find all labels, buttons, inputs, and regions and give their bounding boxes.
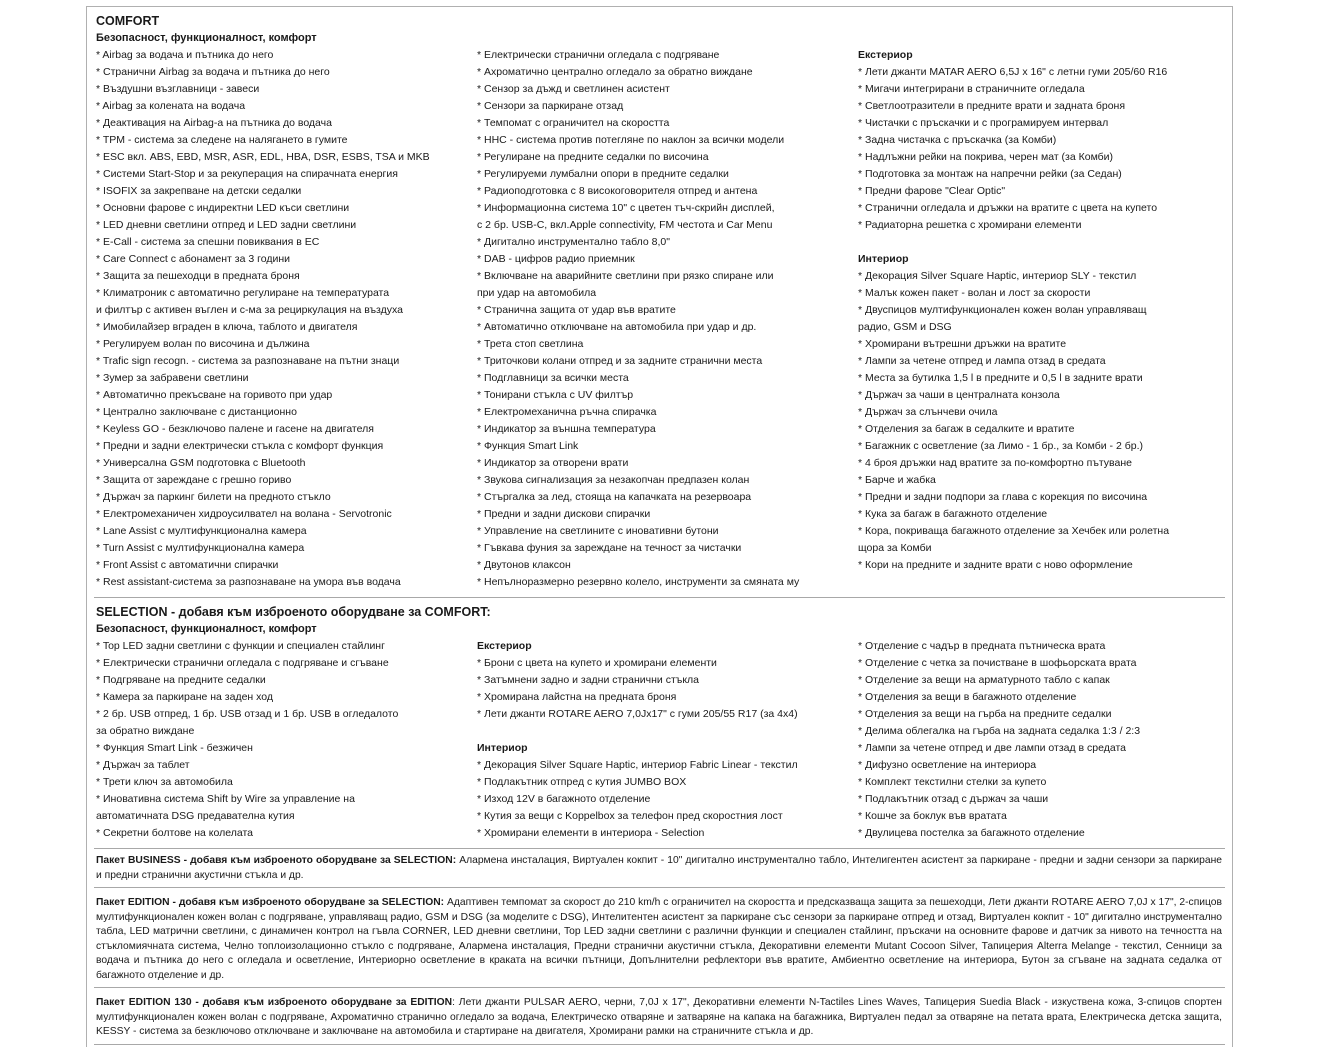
list-item: с 2 бр. USB-C, вкл.Apple connectivity, FM честота и Car Menu (477, 219, 773, 231)
list-item: * Подгряване на предните седалки (96, 674, 266, 686)
list-item: * Защита от зареждане с грешно гориво (96, 474, 292, 486)
selection-section (96, 604, 1224, 839)
list-item: * ISOFIX за закрепване на детски седалки (96, 185, 302, 197)
list-item: * 2 бр. USB отпред, 1 бр. USB отзад и 1 бр. USB в огледалото (96, 708, 399, 720)
list-item: * Странични огледала и дръжки на вратите с цвета на купето (858, 202, 1158, 214)
list-item: * Автоматично прекъсване на горивото при удар (96, 389, 333, 401)
divider (94, 848, 1225, 849)
list-item: * Странична защита от удар във вратите (477, 304, 676, 316)
list-item: * Двуспицов мултифункционален кожен волан управляващ (858, 304, 1147, 316)
comfort-title: COMFORT (96, 14, 160, 28)
list-item: * Малък кожен пакет - волан и лост за скорости (858, 287, 1091, 299)
list-item: * Хромирани вътрешни дръжки на вратите (858, 338, 1067, 350)
list-item: * Странични Airbag за водача и пътника до него (96, 66, 330, 78)
list-item: * Държач за слънчеви очила (858, 406, 998, 418)
list-item: * Ахроматично централно огледало за обратно виждане (477, 66, 753, 78)
list-item: * Подлакътник отзад с държач за чаши (858, 793, 1049, 805)
list-item: * Регулируем волан по височина и дължина (96, 338, 310, 350)
list-item: * Секретни болтове на колелата (96, 827, 253, 839)
list-item: * Предни фарове "Clear Optic" (858, 185, 1006, 197)
list-item: * Лети джанти ROTARE AERO 7,0Jx17" с гуми 205/55 R17 (за 4x4) (477, 708, 798, 720)
list-item: * Багажник с осветление (за Лимо - 1 бр., за Комби - 2 бр.) (858, 440, 1143, 452)
list-item: * Непълноразмерно резервно колело, инструменти за смяната му (477, 576, 800, 588)
list-item: * Регулируеми лумбални опори в предните седалки (477, 168, 729, 180)
list-item: * Камера за паркиране на заден ход (96, 691, 274, 703)
list-item: * Дигитално инструментално табло 8,0" (477, 236, 670, 248)
selection-exterior-heading: Екстериор (477, 640, 532, 652)
list-item: * Кора, покриваща багажното отделение за Хечбек или ролетна (858, 525, 1170, 537)
list-item: * Отделения за вещи на гърба на предните седалки (858, 708, 1112, 720)
list-item: * Подлакътник отпред с кутия JUMBO BOX (477, 776, 687, 788)
list-item: * Подготовка за монтаж на напречни рейки (за Седан) (858, 168, 1122, 180)
list-item: * Подглавници за всички места (477, 372, 629, 384)
list-item: * Лети джанти MATAR AERO 6,5J x 16" с летни гуми 205/60 R16 (858, 66, 1168, 78)
list-item: * Отделение за вещи на арматурното табло с капак (858, 674, 1110, 686)
package-text: : Лети джанти PULSAR AERO, черни, 7,0J x 17", Декоративни елементи N-Tactiles Lines Waves, Тапицерия Suedia Black - изкуствена кожа, 3-спицов спортен мултифункционален кожен волан с подгряване, Ахроматично странично огледало за водача, Електрическо отваряне и затваряне на капака на багажника, Виртуален педал за отваряне на петата врата, Електрическа детска защита, KESSY - система за безключово отключване и заключване на автомобила и стартиране на двигателя, Хромирани рамки на страничните стъкла и др. (96, 997, 1222, 1037)
comfort-interior-list (858, 268, 1224, 574)
list-item: * Тонирани стъкла с UV филтър (477, 389, 634, 401)
list-item: * Имобилайзер вграден в ключа, таблото и двигателя (96, 321, 358, 333)
selection-interior-heading: Интериор (477, 742, 528, 754)
selection-title: SELECTION - добавя към изброеното оборудване за COMFORT: (96, 605, 491, 619)
list-item: * Радиаторна решетка с хромирани елементи (858, 219, 1082, 231)
list-item: * 4 броя дръжки над вратите за по-комфортно пътуване (858, 457, 1132, 469)
list-item: * HHC - система против потегляне по наклон за всички модели (477, 134, 785, 146)
comfort-col-2 (477, 47, 852, 591)
list-item: * Airbag за колената на водача (96, 100, 246, 112)
list-item: и филтър с активен въглен и с-ма за рециркулация на въздуха (96, 304, 403, 316)
list-item: * Trafic sign recogn. - система за разпознаване на пътни знаци (96, 355, 400, 367)
list-item: * ESC вкл. ABS, EBD, MSR, ASR, EDL, HBA, DSR, ESBS, TSA и MKB (96, 151, 430, 163)
list-item: * Климатроник с автоматично регулиране на температурата (96, 287, 390, 299)
list-item: * Хромирани елементи в интериора - Selection (477, 827, 705, 839)
list-item: * Кука за багаж в багажното отделение (858, 508, 1048, 520)
list-item: * Стъргалка за лед, стояща на капачката на резервоара (477, 491, 752, 503)
list-item: * Предни и задни дискови спирачки (477, 508, 651, 520)
list-item: * Лампи за четене отпред и две лампи отзад в средата (858, 742, 1126, 754)
list-item: * Мигачи интегрирани в страничните огледала (858, 83, 1085, 95)
comfort-interior-heading: Интериор (858, 253, 909, 265)
package-edition-130 (96, 996, 1222, 1040)
list-item: * Декорация Silver Square Haptic, интериор SLY - текстил (858, 270, 1137, 282)
selection-interior-list (477, 757, 852, 842)
list-item: * Въздушни възглавници - завеси (96, 83, 260, 95)
list-item: * Гъвкава фуния за зареждане на течност за чистачки (477, 542, 742, 554)
list-item: * Защита за пешеходци в предната броня (96, 270, 300, 282)
divider (94, 887, 1225, 888)
list-item: * Автоматично отключване на автомобила при удар и др. (477, 321, 757, 333)
list-item: * Барче и жабка (858, 474, 936, 486)
list-item: * Иновативна система Shift by Wire за управление на (96, 793, 355, 805)
list-item: * Затъмнени задно и задни странични стъкла (477, 674, 699, 686)
list-item: * Индикатор за отворени врати (477, 457, 629, 469)
list-item: * Хромирана лайстна на предната броня (477, 691, 677, 703)
selection-col-1 (96, 638, 471, 842)
divider (94, 1044, 1225, 1045)
comfort-col-1 (96, 47, 471, 591)
list-item: * Държач за чаши в централната конзола (858, 389, 1060, 401)
list-item: * Държач за таблет (96, 759, 190, 771)
list-item: * Държач за паркинг билети на предното стъкло (96, 491, 331, 503)
list-item: * Сензор за дъжд и светлинен асистент (477, 83, 670, 95)
selection-col-3 (858, 638, 1224, 842)
divider (94, 987, 1225, 988)
list-item: * Трети ключ за автомобила (96, 776, 233, 788)
selection-exterior-list (477, 655, 852, 723)
list-item: * Надлъжни рейки на покрива, черен мат (за Комби) (858, 151, 1114, 163)
list-item: * Радиоподготовка с 8 високоговорителя отпред и антена (477, 185, 758, 197)
list-item: * Отделения за вещи в багажното отделение (858, 691, 1077, 703)
package-text: Адаптивен темпомат за скорост до 210 km/h с ограничител на скоростта и предсказваща защита за пешеходци, Лети джанти ROTARE AERO 7,0J x 17", 2-спицов мултифункционален кожен волан с подгряване, управляващ радио, GSM и DSG (за моделите с DSG), Интелитентен асистент за паркиране със сензори за паркиране отпред и отзад, Виртуален кокпит - 10" дигитално инструментално табла, LED матрични светлини, с динамичен контрол на гъвла CORNER, LED дневни светлини, Top LED задни светлини с различни функции и специален стайлинг, пръскачи на основните фарове и датчик за нивото на течността на стъкломиячната система, Челно топлоизолационно стъкло с подгряване, Алармена инсталация, Предни странични акустични стъкла, Декоративни елементи Mutant Cocoon Silver, Тапицерия Alterra Melange - текстил, Сенници за водача и пътника до него с огледала и осветление, Интериорно осветление в краката на всички пътници, Допълнителни рефлектори във вратите, Амбиентно осветление на интериора, Бутон за сгъване на задната седалка от багажното отделение и др. (96, 897, 1222, 981)
package-text: Алармена инсталация, Виртуален кокпит - 10" дигитално инструментално табло, Интелигентен асистент за паркиране - предни и задни сензори за паркиране и предни странични акустични стъкла и др. (96, 855, 1222, 881)
comfort-col-3 (858, 47, 1224, 574)
list-item: * Предни и задни електрически стъкла с комфорт функция (96, 440, 384, 452)
list-item: * Предни и задни подпори за глава с корекция по височина (858, 491, 1148, 503)
list-item: * Rest assistant-система за разпознаване на умора във водача (96, 576, 401, 588)
divider (94, 597, 1225, 598)
list-item: * Триточкови колани отпред и за задните странични места (477, 355, 763, 367)
list-item: * Основни фарове с индиректни LED къси светлини (96, 202, 350, 214)
list-item: автоматичната DSG предавателна кутия (96, 810, 295, 822)
package-edition (96, 896, 1222, 983)
comfort-exterior-heading: Екстериор (858, 49, 913, 61)
list-item: * Двутонов клаксон (477, 559, 571, 571)
list-item: * Системи Start-Stop и за рекуперация на спирачната енергия (96, 168, 398, 180)
list-item: * Регулиране на предните седалки по височина (477, 151, 709, 163)
list-item: * Дифузно осветление на интериора (858, 759, 1037, 771)
list-item: * Задна чистачка с пръскачка (за Комби) (858, 134, 1057, 146)
selection-col-2 (477, 638, 852, 842)
list-item: * Трета стоп светлина (477, 338, 584, 350)
list-item: * TPM - система за следене на налягането в гумите (96, 134, 348, 146)
list-item: * Лампи за четене отпред и лампа отзад в средата (858, 355, 1106, 367)
list-item: * Универсална GSM подготовка с Bluetooth (96, 457, 306, 469)
comfort-exterior-list (858, 64, 1224, 234)
list-item: * Светлоотразители в предните врати и задната броня (858, 100, 1126, 112)
list-item: при удар на автомобила (477, 287, 597, 299)
list-item: * Lane Assist с мултифункционална камера (96, 525, 307, 537)
list-item: * Електрически странични огледала с подгряване (477, 49, 720, 61)
comfort-section (96, 13, 1224, 588)
list-item: * Звукова сигнализация за незакопчан предпазен колан (477, 474, 750, 486)
list-item: * DAB - цифров радио приемник (477, 253, 635, 265)
list-item: * Функция Smart Link (477, 440, 579, 452)
package-title: Пакет BUSINESS - добавя към изброеното оборудване за SELECTION: (96, 855, 457, 866)
list-item: * Отделение с чадър в предната пътническа врата (858, 640, 1106, 652)
comfort-subtitle: Безопасност, функционалност, комфорт (96, 32, 317, 44)
list-item: * Чистачки с пръскачки и с програмируем интервал (858, 117, 1109, 129)
list-item: * Централно заключване с дистанционно (96, 406, 297, 418)
list-item: * Места за бутилка 1,5 l в предните и 0,5 l в задните врати (858, 372, 1143, 384)
list-item: за обратно виждане (96, 725, 195, 737)
list-item: * Информационна система 10" с цветен тъч-скрийн дисплей, (477, 202, 775, 214)
list-item: * Електромеханична ръчна спирачка (477, 406, 657, 418)
list-item: * Кутия за вещи с Koppelbox за телефон пред скоростния лост (477, 810, 783, 822)
package-title: Пакет EDITION 130 - добавя към изброеното оборудване за EDITION (96, 997, 453, 1008)
list-item: * Брони с цвета на купето и хромирани елементи (477, 657, 717, 669)
list-item: * Включване на аварийните светлини при рязко спиране или (477, 270, 774, 282)
list-item: * Turn Assist с мултифункционална камера (96, 542, 305, 554)
list-item: * Top LED задни светлини с функции и специален стайлинг (96, 640, 385, 652)
package-business (96, 854, 1222, 883)
list-item: * Keyless GO - безключово палене и гасене на двигателя (96, 423, 374, 435)
list-item: * Електромеханичен хидроусилвател на волана - Servotronic (96, 508, 392, 520)
list-item: * LED дневни светлини отпред и LED задни светлини (96, 219, 357, 231)
list-item: * Airbag за водача и пътника до него (96, 49, 274, 61)
list-item: * Отделение с четка за почистване в шофьорската врата (858, 657, 1137, 669)
list-item: * Кошче за боклук във вратата (858, 810, 1007, 822)
list-item: * Кори на предните и задните врати с ново оформление (858, 559, 1133, 571)
list-item: * Деактивация на Airbag-a на пътника до водача (96, 117, 332, 129)
list-item: * Темпомат с ограничител на скоростта (477, 117, 670, 129)
list-item: * Front Assist с автоматични спирачки (96, 559, 279, 571)
list-item: * Индикатор за външна температура (477, 423, 656, 435)
list-item: * Двулицева постелка за багажното отделение (858, 827, 1085, 839)
list-item: * Електрически странични огледала с подгряване и сгъване (96, 657, 389, 669)
list-item: радио, GSM и DSG (858, 321, 952, 333)
list-item: * Декорация Silver Square Haptic, интериор Fabric Linear - текстил (477, 759, 798, 771)
list-item: * E-Call - система за спешни повиквания в ЕС (96, 236, 320, 248)
list-item: * Care Connect с абонамент за 3 години (96, 253, 290, 265)
list-item: * Делима облегалка на гърба на задната седалка 1:3 / 2:3 (858, 725, 1141, 737)
selection-subtitle: Безопасност, функционалност, комфорт (96, 623, 317, 635)
package-title: Пакет EDITION - добавя към изброеното оборудване за SELECTION: (96, 897, 445, 908)
list-item: * Изход 12V в багажното отделение (477, 793, 651, 805)
list-item: * Отделения за багаж в седалките и вратите (858, 423, 1075, 435)
list-item: щора за Комби (858, 542, 932, 554)
list-item: * Комплект текстилни стелки за купето (858, 776, 1047, 788)
list-item: * Зумер за забравени светлини (96, 372, 249, 384)
list-item: * Управление на светлините с иновативни бутони (477, 525, 719, 537)
list-item: * Сензори за паркиране отзад (477, 100, 624, 112)
list-item: * Функция Smart Link - безжичен (96, 742, 253, 754)
